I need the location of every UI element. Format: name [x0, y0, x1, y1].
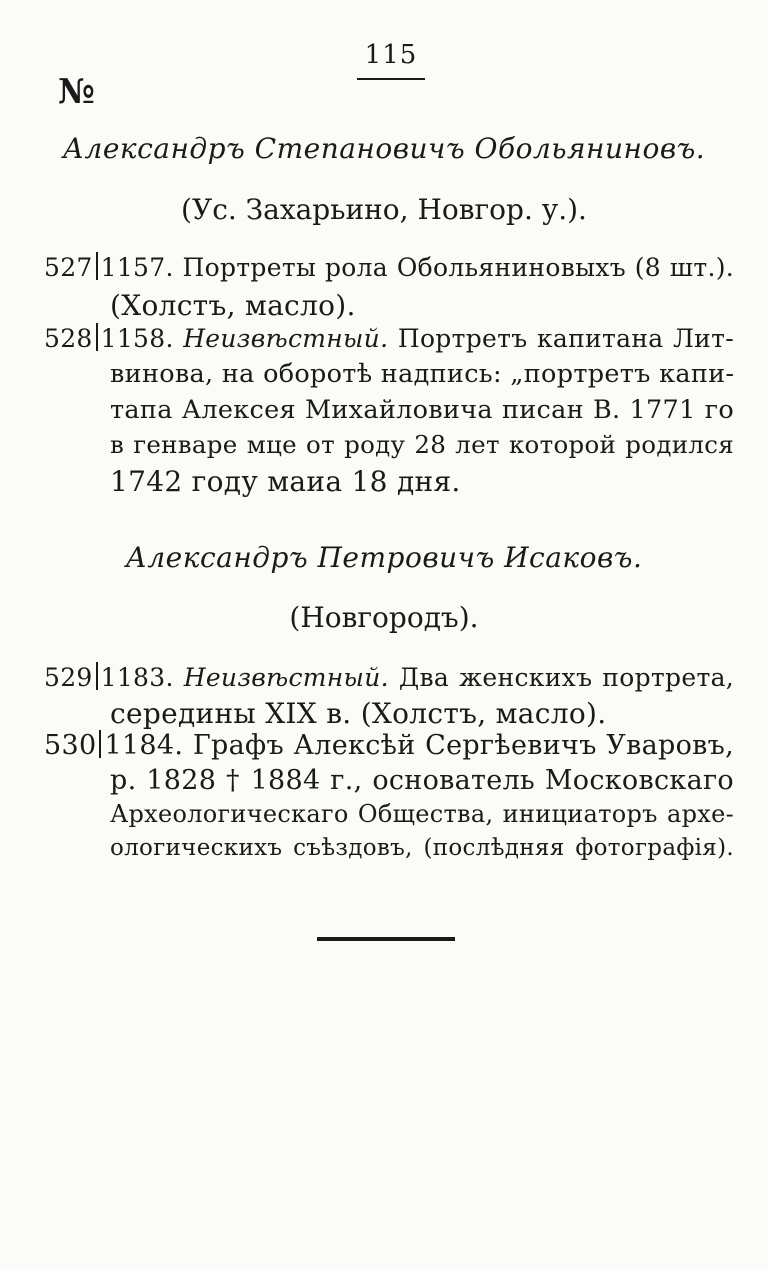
entry-text: винова, на оборотѣ надпись: „портретъ капи-: [110, 359, 735, 389]
owner-location: (Ус. Захарьино, Новгор. у.).: [181, 193, 587, 226]
entry-text: ологическихъ съѣздовъ, (послѣдняя фотографія).: [110, 835, 734, 861]
owner-name: Александръ Петровичъ Исаковъ.: [125, 541, 643, 574]
entry-text: тапа Алексея Михайловича писан В. 1771 го: [110, 395, 734, 425]
page-number: 115: [364, 40, 418, 70]
end-rule: [317, 937, 455, 941]
entry-line: [110, 289, 356, 322]
number-separator: [96, 323, 98, 351]
entry-line: [44, 252, 734, 282]
entry-line: [110, 359, 734, 389]
page-number-rule: [357, 78, 425, 80]
number-separator: [96, 252, 98, 280]
entry-line: [110, 430, 734, 459]
entry-number: 530: [44, 730, 97, 761]
entry-line: [110, 765, 734, 796]
owner-location: (Новгородъ).: [289, 601, 479, 634]
entry-text: Археологическаго Общества, инициаторъ архе-: [110, 800, 734, 828]
entry-line: [110, 395, 734, 425]
catalog-number: 1157.: [100, 253, 174, 282]
catalog-number: 1158.: [100, 324, 174, 353]
entry-line: [44, 662, 734, 692]
catalog-number: 1183.: [100, 663, 174, 692]
entry-line: [110, 800, 734, 828]
entry-text: Портретъ капитана Лит-: [397, 324, 735, 353]
number-sign: №: [58, 72, 95, 112]
entry-italic-lead: Неизвѣстный.: [183, 663, 389, 692]
entry-text: р. 1828 † 1884 г., основатель Московскаго: [110, 765, 734, 796]
entry-line: [44, 323, 734, 353]
entry-text: Два женскихъ портрета,: [398, 663, 735, 692]
entry-number: 529: [44, 663, 93, 692]
entry-number: 528: [44, 324, 93, 353]
entry-line: [44, 730, 734, 761]
entry-text: (Холстъ, масло).: [110, 289, 356, 322]
entry-italic-lead: Неизвѣстный.: [183, 324, 389, 353]
entry-text: середины XIX в. (Холстъ, масло).: [110, 697, 607, 730]
entry-text: 1742 году маиа 18 дня.: [110, 465, 461, 498]
number-separator: [99, 730, 101, 758]
entry-line: [110, 697, 606, 730]
number-separator: [96, 662, 98, 690]
catalog-number: 1184.: [104, 730, 184, 761]
entry-line: [110, 465, 461, 498]
entry-text: в генваре мце от роду 28 лет которой родился: [110, 430, 734, 459]
entry-text: Графъ Алексѣй Сергѣевичъ Уваровъ,: [192, 730, 734, 761]
owner-name: Александръ Степановичъ Обольяниновъ.: [62, 132, 706, 165]
entry-text: Портреты рола Обольяниновыхъ (8 шт.).: [182, 253, 735, 282]
entry-line: [110, 835, 734, 861]
entry-number: 527: [44, 253, 93, 282]
